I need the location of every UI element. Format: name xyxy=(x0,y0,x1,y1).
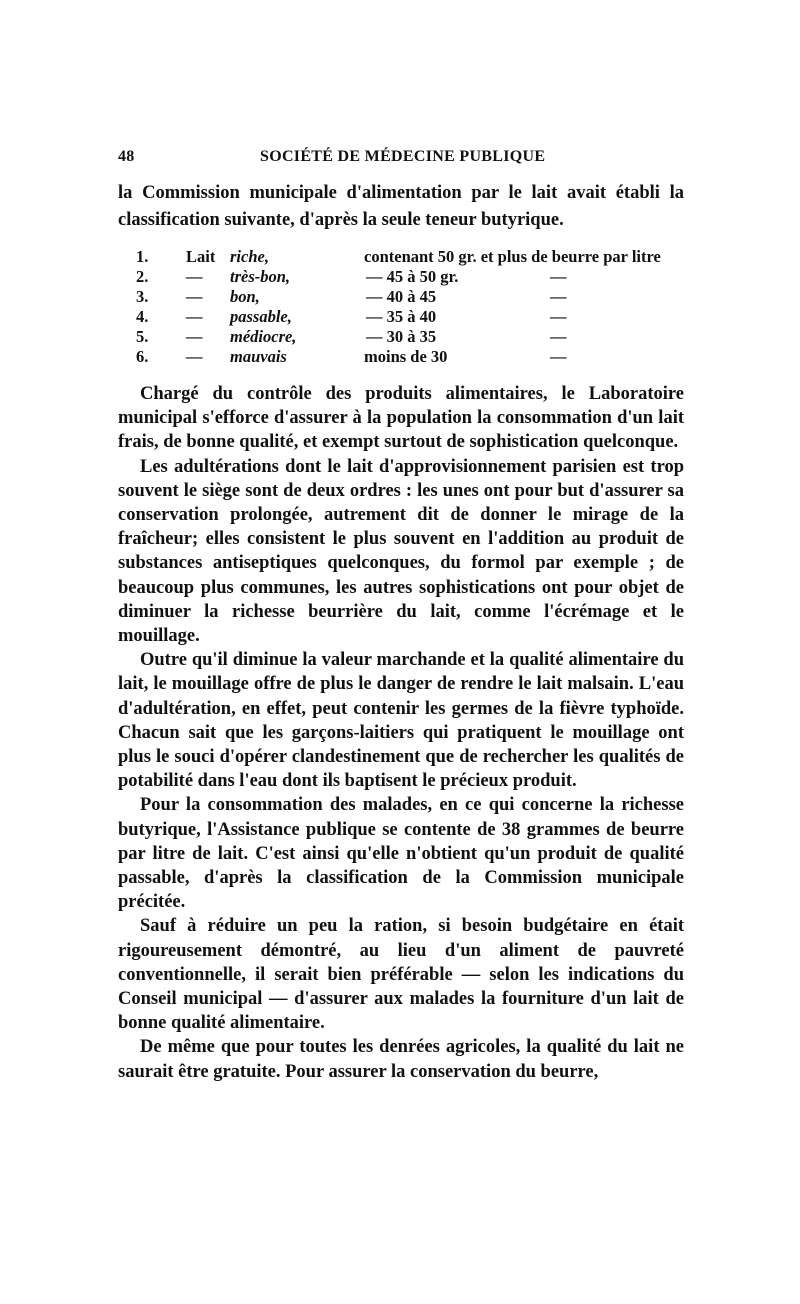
paragraph-assistance-publique: Pour la consommation des malades, en ce qui concerne la richesse butyrique, l'Assistance publique se contente de 38 grammes de beurre par litre de lait. C'est ainsi qu'elle n'obtient qu'un produit de qualité passable, d'après la classification de la Commission municipale précitée. xyxy=(118,795,684,913)
row-quality: passable, xyxy=(230,307,292,326)
row-content: contenant 50 gr. et plus de beurre par litre xyxy=(364,247,661,266)
row-number: 1. xyxy=(136,247,149,266)
classification-row-3 xyxy=(136,287,656,307)
paragraph-denrees-agricoles: De même que pour toutes les denrées agricoles, la qualité du lait ne saurait être gratuite. Pour assurer la conservation du beurre, xyxy=(118,1037,684,1082)
row-number: 6. xyxy=(136,347,149,366)
row-lait: — xyxy=(186,287,203,306)
row-number: 2. xyxy=(136,267,149,286)
row-ditto-dash: — xyxy=(550,347,567,366)
classification-row-2 xyxy=(136,267,656,287)
row-content: — 30 à 35 xyxy=(366,327,437,346)
row-quality: mauvais xyxy=(230,347,287,366)
row-quality: bon, xyxy=(230,287,260,306)
classification-row-5 xyxy=(136,327,656,347)
classification-list xyxy=(136,247,661,367)
classification-row-6 xyxy=(136,347,656,367)
row-lait: — xyxy=(186,267,203,286)
row-number: 4. xyxy=(136,307,149,326)
row-ditto-dash: — xyxy=(550,267,567,286)
row-number: 3. xyxy=(136,287,149,306)
paragraph-ration: Sauf à réduire un peu la ration, si besoin budgétaire en était rigoureusement démontré, au lieu d'un aliment de pauvreté conventionnelle, il serait bien préférable — selon les indications du Conseil municipal — d'assurer aux malades la fourniture d'un lait de bonne qualité alimentaire. xyxy=(118,916,684,1034)
page-header xyxy=(118,148,688,174)
paragraph-laboratoire: Chargé du contrôle des produits alimentaires, le Laboratoire municipal s'efforce d'assurer à la population la consommation d'un lait frais, de bonne qualité, et exempt surtout de sophistication quelconque. xyxy=(118,384,684,453)
row-content: moins de 30 xyxy=(364,347,448,366)
intro-paragraph: la Commission municipale d'alimentation par le lait avait établi la classification suivante, d'après la seule teneur butyrique. xyxy=(118,183,684,230)
row-ditto-dash: — xyxy=(550,327,567,346)
row-lait: — xyxy=(186,307,203,326)
row-quality: riche, xyxy=(230,247,269,266)
row-number: 5. xyxy=(136,327,149,346)
row-ditto-dash: — xyxy=(550,307,567,326)
paragraph-mouillage: Outre qu'il diminue la valeur marchande et la qualité alimentaire du lait, le mouillage offre de plus le danger de rendre le lait malsain. L'eau d'adultération, en effet, peut contenir les germes de la fièvre typhoïde. Chacun sait que les garçons-laitiers qui pratiquent le mouillage ont plus le souci d'opérer clandestinement que de rechercher les qualités de potabilité dans l'eau dont ils baptisent le précieux produit. xyxy=(118,650,684,792)
row-lait: — xyxy=(186,347,203,366)
running-title: SOCIÉTÉ DE MÉDECINE PUBLIQUE xyxy=(260,148,546,165)
row-quality: médiocre, xyxy=(230,327,297,346)
row-content: — 45 à 50 gr. xyxy=(366,267,459,286)
paragraph-adulterations: Les adultérations dont le lait d'approvisionnement parisien est trop souvent le siège sont de deux ordres : les unes ont pour but d'assurer sa conservation prolongée, autrement dit de donner le mirage de la fraîcheur; elles consistent le plus souvent en l'addition au produit de substances antiseptiques quelconques, du formol par exemple ; de beaucoup plus communes, les autres sophistications ont pour objet de diminuer la richesse beurrière du lait, comme l'écrémage et le mouillage. xyxy=(118,456,684,647)
classification-row-4 xyxy=(136,307,656,327)
classification-row-1 xyxy=(136,247,661,267)
row-content: — 35 à 40 xyxy=(366,307,437,326)
row-lait: — xyxy=(186,327,203,346)
body-text xyxy=(118,382,684,1084)
page-number: 48 xyxy=(118,148,135,165)
row-ditto-dash: — xyxy=(550,287,567,306)
row-content: — 40 à 45 xyxy=(366,287,437,306)
row-lait: Lait xyxy=(186,247,216,266)
row-quality: très-bon, xyxy=(230,267,291,286)
